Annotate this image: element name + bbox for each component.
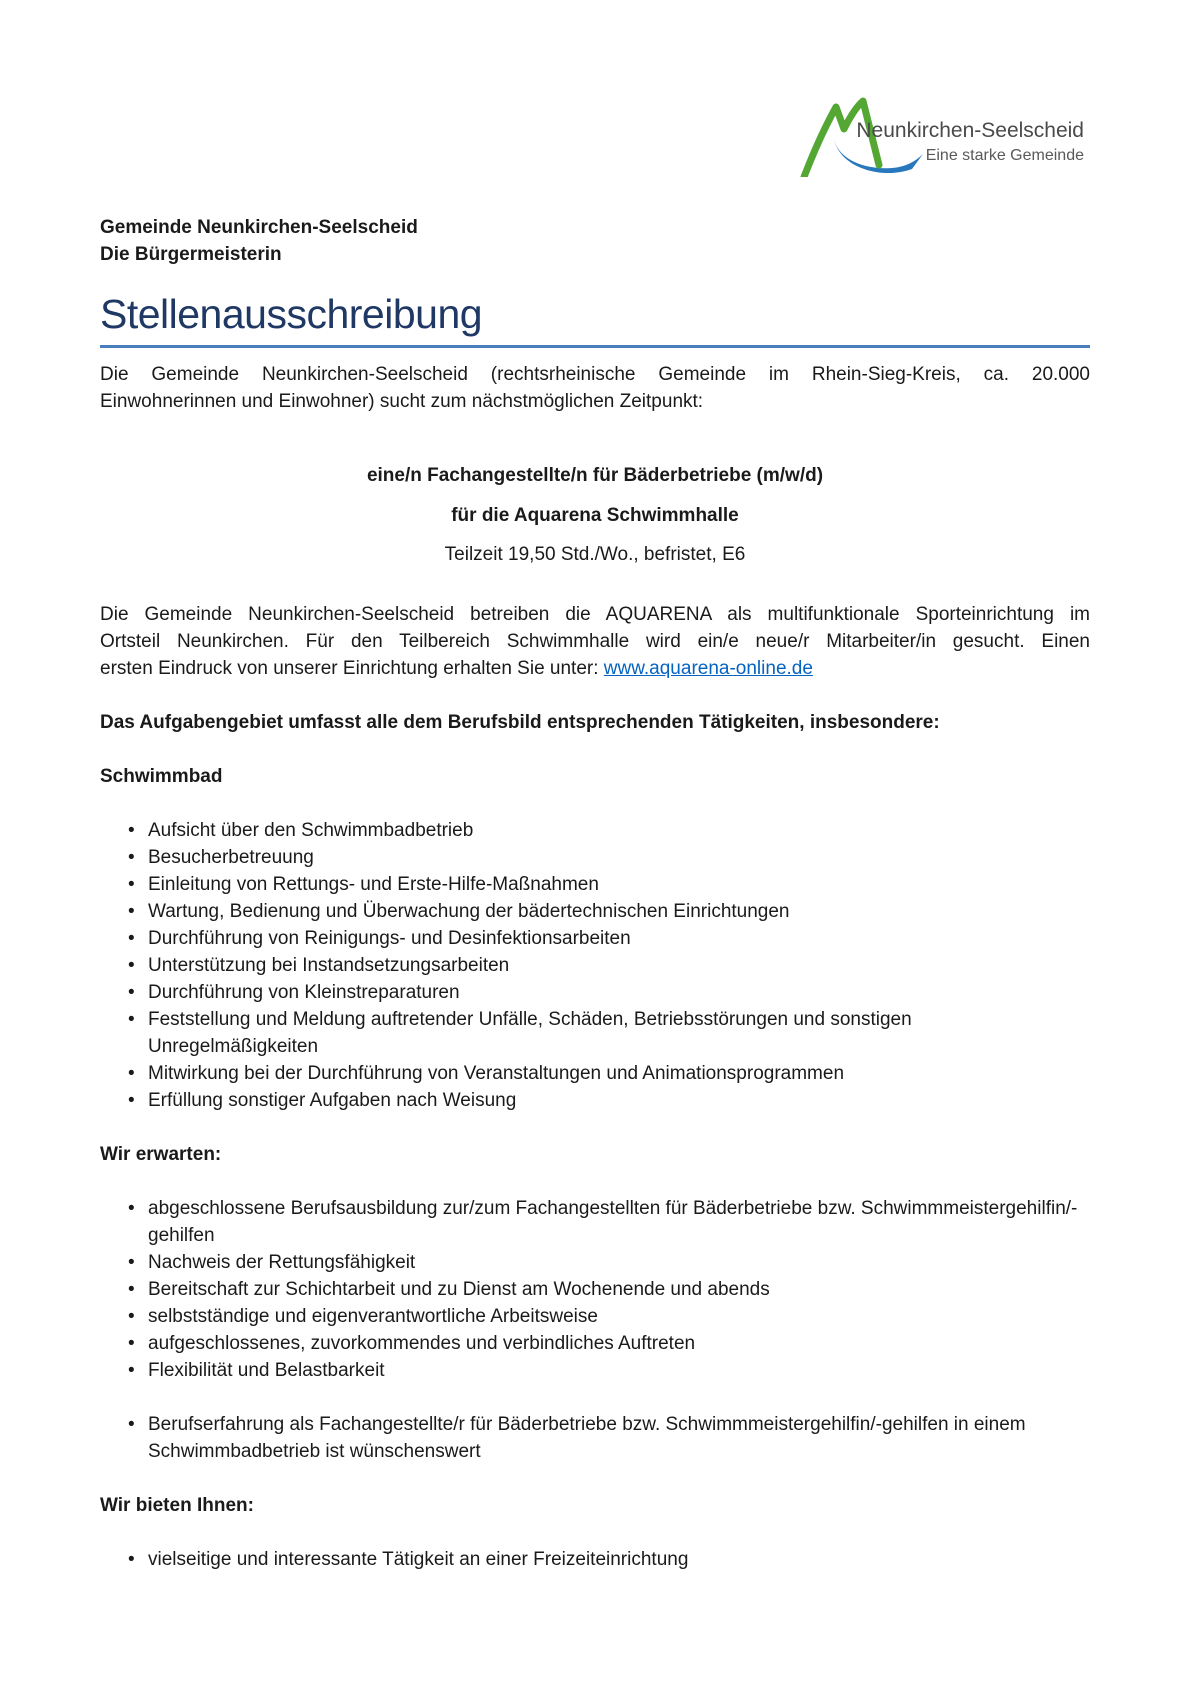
tasks-list [100,817,1090,1114]
list-item: • Durchführung von Kleinstreparaturen [100,979,1083,1006]
about-line-2: Ortsteil Neunkirchen. Für den Teilbereich Schwimmhalle wird ein/e neue/r Mitarbeiter/in gesucht. Einen [100,631,1090,652]
expectations-list [100,1195,1090,1384]
position-conditions: Teilzeit 19,50 Std./Wo., befristet, E6 [444,544,746,565]
list-item: • selbstständige und eigenverantwortliche Arbeitsweise [100,1303,1083,1330]
list-item: • aufgeschlossenes, zuvorkommendes und verbindliches Auftreten [100,1330,1083,1357]
about-line-3-text: ersten Eindruck von unserer Einrichtung erhalten Sie unter: [100,658,604,679]
intro-paragraph [100,361,1090,415]
list-item: • Wartung, Bedienung und Überwachung der bädertechnischen Einrichtungen [100,898,1083,925]
expectations-heading: Wir erwarten: [100,1144,222,1165]
page-title: Stellenausschreibung [100,290,1090,348]
about-line-3 [100,655,1090,682]
list-item: • Durchführung von Reinigungs- und Desinfektionsarbeiten [100,925,1083,952]
list-item: • Aufsicht über den Schwimmbadbetrieb [100,817,1083,844]
intro-line-2: Einwohnerinnen und Einwohner) sucht zum nächstmöglichen Zeitpunkt: [100,391,704,412]
list-item: • Unterstützung bei Instandsetzungsarbeiten [100,952,1083,979]
list-item: • Feststellung und Meldung auftretender Unfälle, Schäden, Betriebsstörungen und sonstigen Unregelmäßigkeiten [100,1006,1083,1060]
letterhead [100,214,1090,268]
list-item: • Erfüllung sonstiger Aufgaben nach Weisung [100,1087,1083,1114]
intro-line-1: Die Gemeinde Neunkirchen-Seelscheid (rechtsrheinische Gemeinde im Rhein-Sieg-Kreis, ca. 20.000 [100,364,1090,385]
aquarena-website-link[interactable]: www.aquarena-online.de [603,658,813,679]
about-paragraph [100,601,1090,682]
offer-heading: Wir bieten Ihnen: [100,1495,254,1516]
position-facility: für die Aquarena Schwimmhalle [451,505,739,526]
expectations-extra-list [100,1411,1090,1465]
position-title: eine/n Fachangestellte/n für Bäderbetriebe (m/w/d) [366,465,824,486]
list-item: • Berufserfahrung als Fachangestellte/r für Bäderbetriebe bzw. Schwimmmeistergehilfin/-gehilfen in einem Schwimmbadbetrieb ist wünschenswert [100,1411,1083,1465]
list-item: • Mitwirkung bei der Durchführung von Veranstaltungen und Animationsprogrammen [100,1060,1083,1087]
list-item: • Besucherbetreuung [100,844,1083,871]
logo-tagline: Eine starke Gemeinde [925,147,1084,164]
tasks-subheading: Schwimmbad [100,766,223,787]
list-item: • vielseitige und interessante Tätigkeit an einer Freizeiteinrichtung [100,1546,1083,1573]
list-item: • Einleitung von Rettungs- und Erste-Hilfe-Maßnahmen [100,871,1083,898]
list-item: • Flexibilität und Belastbarkeit [100,1357,1083,1384]
position-block [100,462,1090,568]
offer-list [100,1546,1090,1573]
logo-org-name: Neunkirchen-Seelscheid [856,119,1084,142]
list-item: • Nachweis der Rettungsfähigkeit [100,1249,1083,1276]
letterhead-role: Die Bürgermeisterin [100,244,282,265]
letterhead-org: Gemeinde Neunkirchen-Seelscheid [100,217,418,238]
list-item: • abgeschlossene Berufsausbildung zur/zum Fachangestellten für Bäderbetriebe bzw. Schwimmmeistergehilfin/-gehilfen [100,1195,1083,1249]
tasks-heading: Das Aufgabengebiet umfasst alle dem Berufsbild entsprechenden Tätigkeiten, insbesondere: [100,712,940,733]
document-content [100,0,1090,1573]
about-line-1: Die Gemeinde Neunkirchen-Seelscheid betreiben die AQUARENA als multifunktionale Sporteinrichtung im [100,604,1090,625]
list-item: • Bereitschaft zur Schichtarbeit und zu Dienst am Wochenende und abends [100,1276,1083,1303]
